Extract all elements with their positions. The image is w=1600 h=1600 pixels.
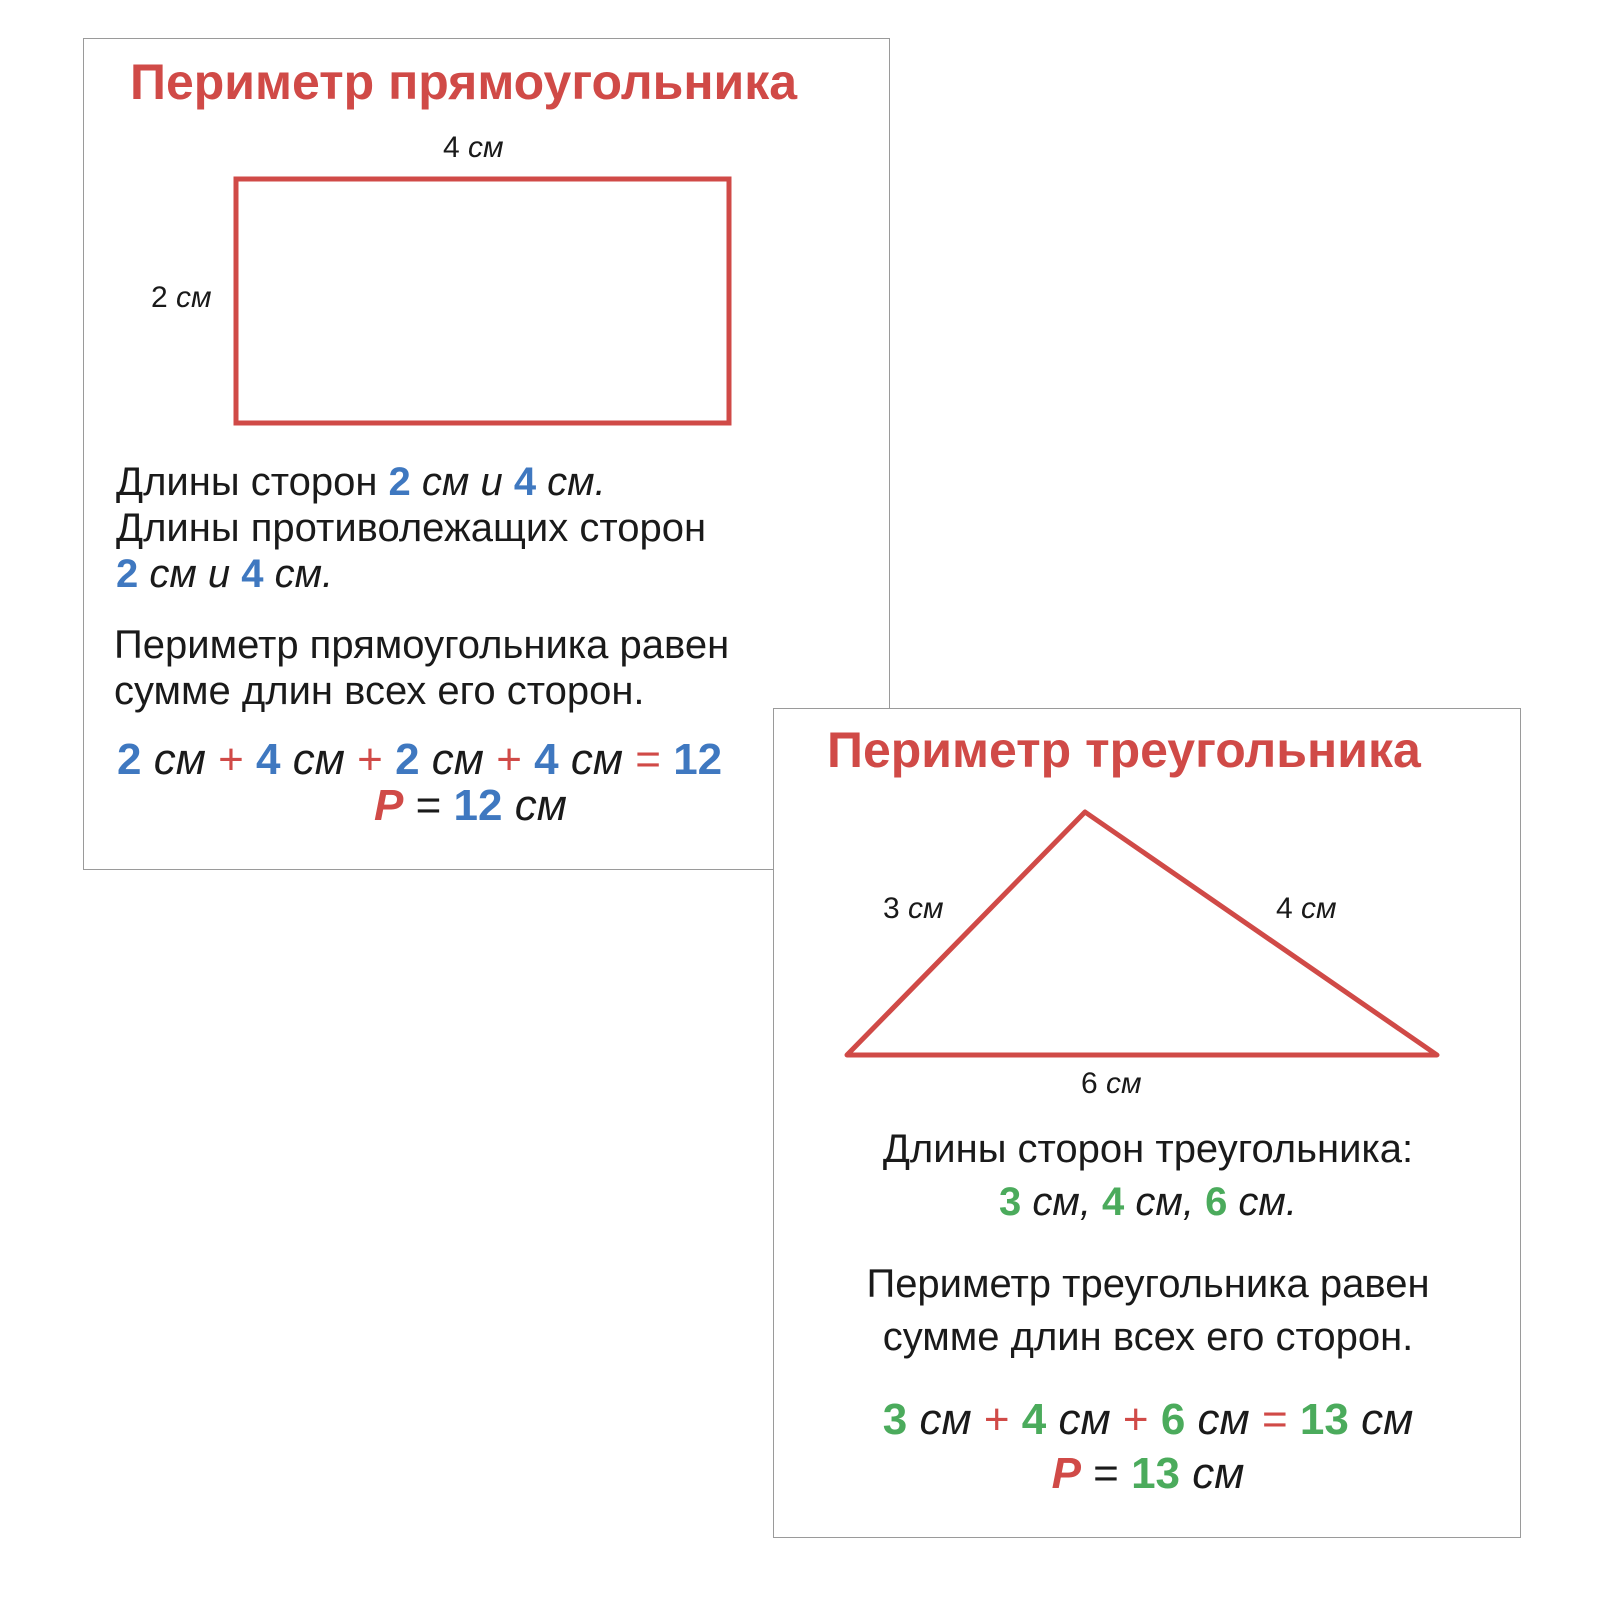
triangle-right-side-label <box>1276 892 1337 926</box>
triangle-eq-result-unit: см <box>1348 1395 1414 1444</box>
triangle-side-3-value: 6 <box>1205 1180 1228 1224</box>
rectangle-opposite-b-unit: см. <box>263 552 334 596</box>
triangle-card-title: Периметр треугольника <box>827 722 1421 778</box>
rectangle-perimeter-result <box>374 782 567 830</box>
rectangle-eq-plus-1: + <box>218 735 244 784</box>
rectangle-height-value: 2 <box>151 281 168 314</box>
triangle-left-side-unit: см <box>908 892 944 925</box>
rectangle-equation <box>117 736 722 784</box>
triangle-eq-result: 13 <box>1299 1395 1349 1444</box>
rectangle-eq-plus-2: + <box>357 735 383 784</box>
triangle-side-3-unit: см. <box>1227 1180 1297 1224</box>
rectangle-height-unit: см <box>176 281 212 314</box>
triangle-eq-term-3: 6 <box>1160 1395 1186 1444</box>
triangle-p-unit: см <box>1180 1449 1245 1498</box>
rectangle-eq-unit-3: см <box>419 735 497 784</box>
rectangle-opposite-a-value: 2 <box>116 552 139 596</box>
rectangle-width-value: 4 <box>443 131 460 164</box>
triangle-side-1-unit: см, <box>1021 1180 1103 1224</box>
triangle-sides-heading: Длины сторон треугольника: <box>882 1127 1414 1171</box>
triangle-eq-term-1: 3 <box>882 1395 908 1444</box>
triangle-left-side-value: 3 <box>883 892 900 925</box>
triangle-eq-unit-1: см <box>907 1395 984 1444</box>
rectangle-perimeter-card <box>83 38 890 870</box>
triangle-eq-plus-1: + <box>983 1395 1010 1444</box>
rectangle-side-b-unit: см. <box>536 460 606 504</box>
triangle-p-value: 13 <box>1131 1449 1181 1498</box>
rectangle-eq-unit-2: см <box>280 735 358 784</box>
rectangle-eq-plus-3: + <box>496 735 522 784</box>
triangle-side-2-unit: см, <box>1124 1180 1206 1224</box>
triangle-p-equals: = <box>1080 1449 1132 1498</box>
triangle-p-symbol: P <box>1051 1449 1081 1498</box>
triangle-eq-unit-3: см <box>1185 1395 1262 1444</box>
rectangle-eq-term-4: 4 <box>534 735 559 784</box>
rectangle-p-symbol: P <box>374 781 404 830</box>
triangle-side-2-value: 4 <box>1102 1180 1125 1224</box>
triangle-eq-plus-2: + <box>1122 1395 1149 1444</box>
rectangle-opposite-b-value: 4 <box>241 552 264 596</box>
rectangle-card-title: Периметр прямоугольника <box>130 54 798 110</box>
rectangle-eq-unit-4: см <box>558 735 636 784</box>
rectangle-eq-unit-1: см <box>141 735 219 784</box>
rectangle-sides-line-1 <box>116 459 606 505</box>
triangle-eq-term-2: 4 <box>1021 1395 1047 1444</box>
rectangle-rule-line-1: Периметр прямоугольника равен <box>114 623 730 667</box>
triangle-right-side-unit: см <box>1301 892 1337 925</box>
rectangle-p-unit: см <box>502 781 567 830</box>
triangle-shape <box>847 812 1437 1055</box>
rectangle-width-unit: см <box>468 131 504 164</box>
rectangle-rule-line-2: сумме длин всех его сторон. <box>114 669 645 713</box>
triangle-perimeter-card <box>773 708 1521 1538</box>
rectangle-eq-term-2: 4 <box>256 735 281 784</box>
rectangle-side-a-unit: см и <box>410 460 514 504</box>
triangle-equation <box>774 1396 1522 1444</box>
rectangle-p-value: 12 <box>453 781 503 830</box>
rectangle-opposite-a-unit: см и <box>138 552 242 596</box>
triangle-bottom-side-label <box>1081 1067 1142 1101</box>
triangle-bottom-side-value: 6 <box>1081 1067 1098 1100</box>
triangle-eq-unit-2: см <box>1046 1395 1123 1444</box>
triangle-rule-line-2: сумме длин всех его сторон. <box>882 1315 1414 1359</box>
triangle-left-side-label <box>883 892 944 926</box>
rectangle-eq-result: 12 <box>673 735 723 784</box>
rectangle-eq-equals: = <box>635 735 661 784</box>
triangle-bottom-side-unit: см <box>1106 1067 1142 1100</box>
rectangle-side-b-value: 4 <box>513 460 537 504</box>
triangle-sides-values <box>774 1179 1522 1225</box>
triangle-perimeter-result <box>774 1450 1522 1498</box>
rectangle-p-equals: = <box>403 781 454 830</box>
rectangle-eq-term-1: 2 <box>117 735 142 784</box>
rectangle-opposite-sides-line: Длины противолежащих сторон <box>116 506 707 550</box>
rectangle-side-a-value: 2 <box>388 460 411 504</box>
triangle-right-side-value: 4 <box>1276 892 1293 925</box>
rectangle-opposite-sides-values <box>116 551 333 597</box>
rectangle-shape <box>236 179 729 423</box>
triangle-eq-equals: = <box>1261 1395 1288 1444</box>
rectangle-eq-term-3: 2 <box>395 735 420 784</box>
triangle-side-1-value: 3 <box>999 1180 1022 1224</box>
triangle-rule-line-1: Периметр треугольника равен <box>866 1262 1430 1306</box>
rectangle-sides-prefix: Длины сторон <box>116 460 389 504</box>
